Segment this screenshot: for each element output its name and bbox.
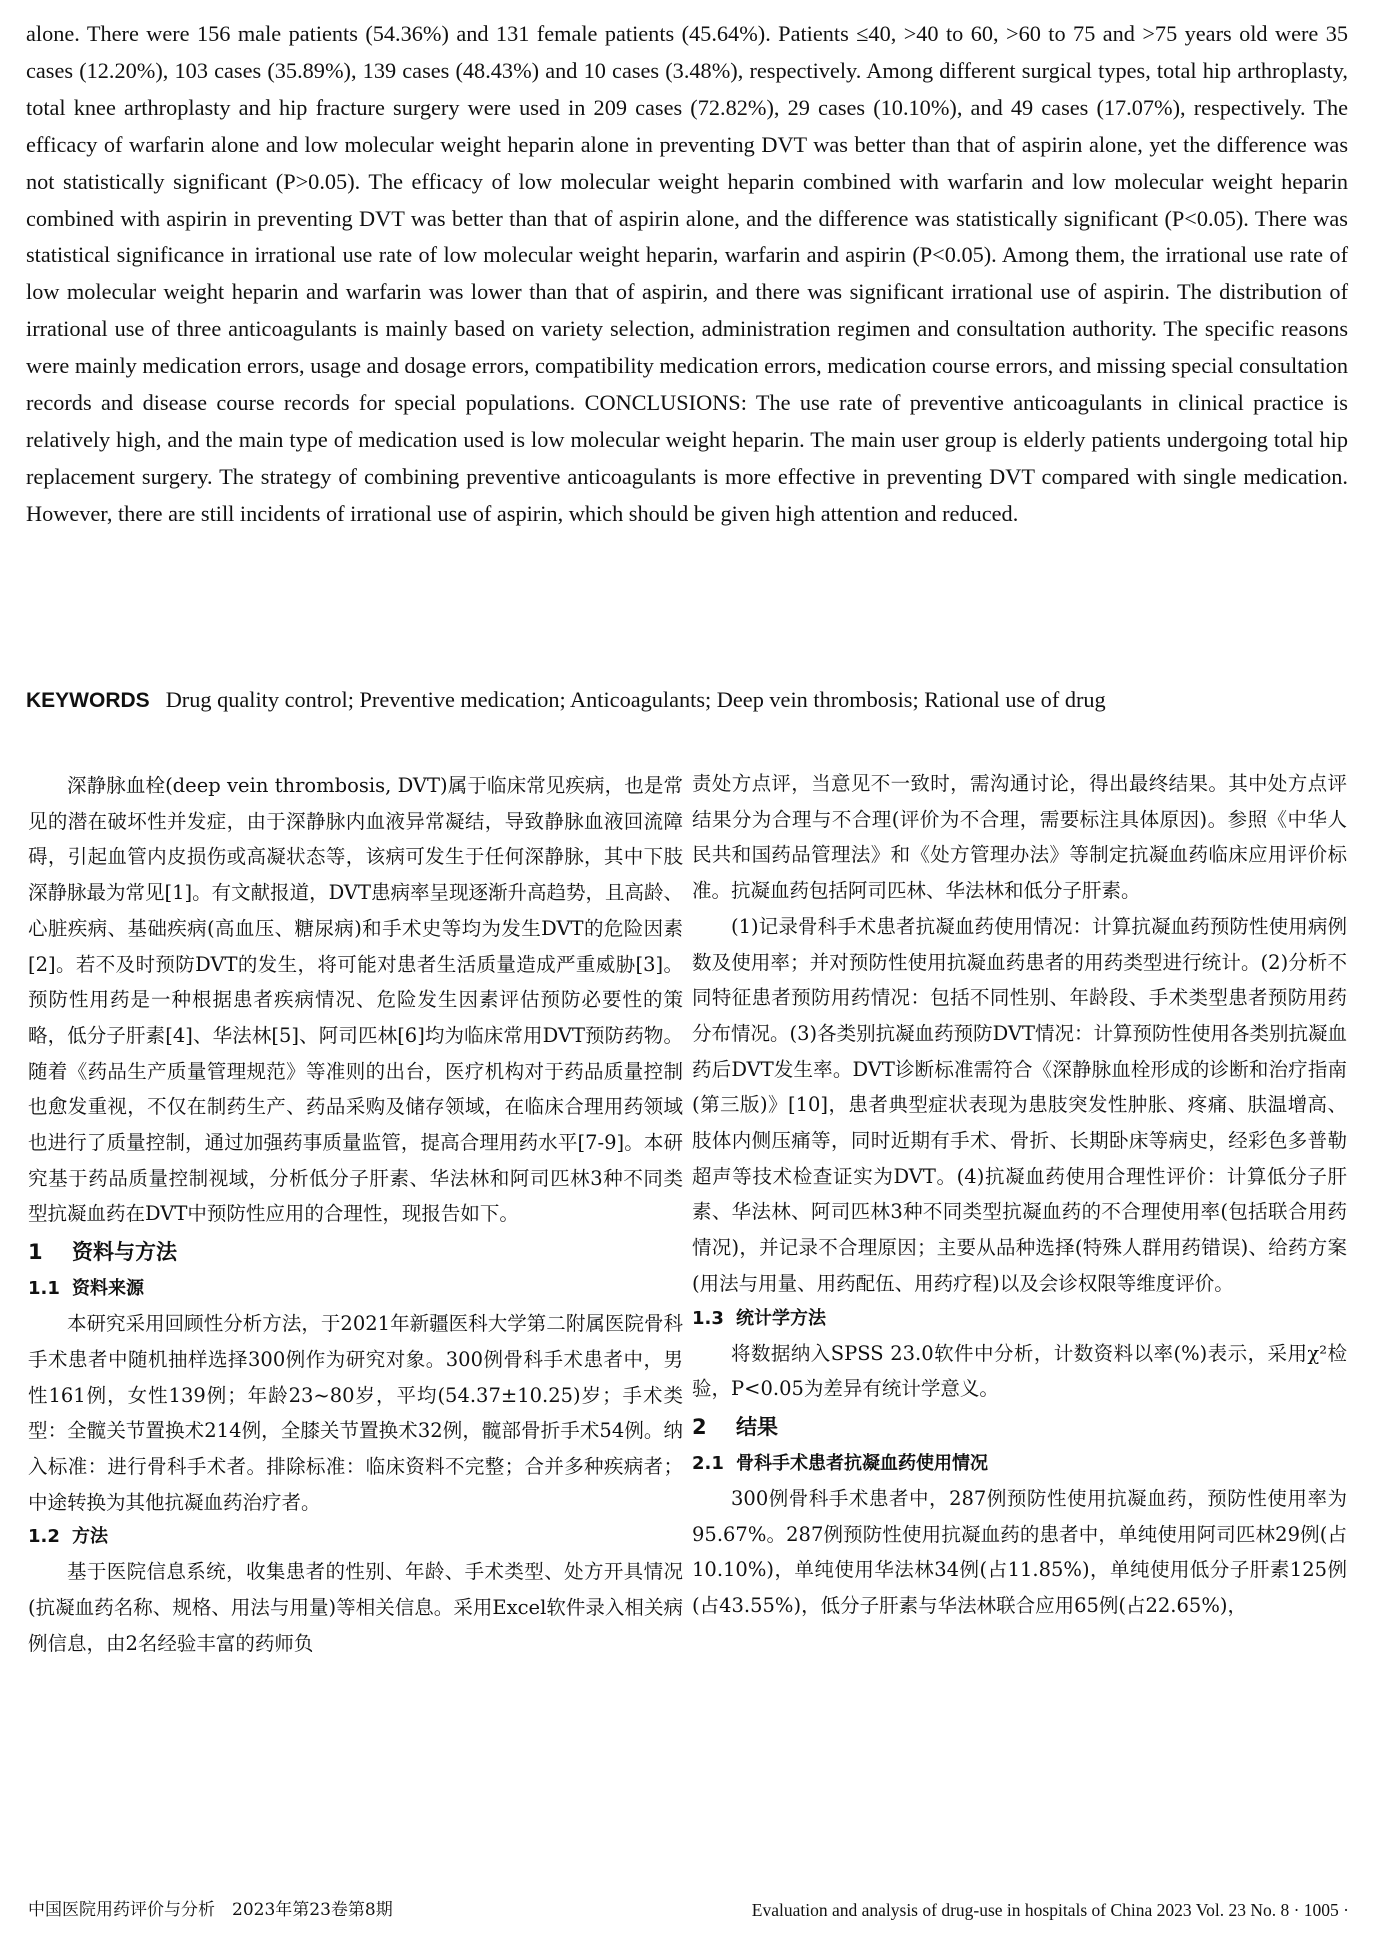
subsection-heading-method: 1.2 方法 xyxy=(28,1526,108,1548)
right-column xyxy=(692,766,1347,1624)
left-column xyxy=(28,768,683,1661)
subsection-heading-statistics: 1.3 统计学方法 xyxy=(692,1307,826,1329)
data-source-paragraph: 本研究采用回顾性分析方法，于2021年新疆医科大学第二附属医院骨科手术患者中随机抽样选择300例作为研究对象。300例骨科手术患者中，男性161例，女性139例；年龄23~80岁，平均(54.37±10.25)岁；手术类型：全髋关节置换术214例，全膝关节置换术32例，髋部骨折手术54例。纳入标准：进行骨科手术者。排除标准：临床资料不完整；合并多种疾病者；中途转换为其他抗凝血药治疗者。 xyxy=(28,1312,683,1514)
abstract-text: alone. There were 156 male patients (54.36%) and 131 female patients (45.64%). Patients ≤40, >40 to 60, >60 to 75 and >75 years old were 35 cases (12.20%), 103 cases (35.89%), 139 cases (48.43%) and 10 cases (3.48%), respectively. Among different surgical types, total hip arthroplasty, total knee arthroplasty and hip fracture surgery were used in 209 cases (72.82%), 29 cases (10.10%), and 49 cases (17.07%), respectively. The efficacy of warfarin alone and low molecular weight heparin alone in preventing DVT was better than that of aspirin alone, yet the difference was not statistically significant (P>0.05). The efficacy of low molecular weight heparin combined with warfarin and low molecular weight heparin combined with aspirin in preventing DVT was better than that of aspirin alone, and the difference was statistically significant (P<0.05). There was statistical significance in irrational use rate of low molecular weight heparin, warfarin and aspirin (P<0.05). Among them, the irrational use rate of low molecular weight heparin and warfarin was lower than that of aspirin, and there was significant irrational use of aspirin. The distribution of irrational use of three anticoagulants is mainly based on variety selection, administration regimen and consultation authority. The specific reasons were mainly medication errors, usage and dosage errors, compatibility medication errors, medication course errors, and missing special consultation records and disease course records for special populations. CONCLUSIONS: The use rate of preventive anticoagulants in clinical practice is relatively high, and the main type of medication used is low molecular weight heparin. The main user group is elderly patients undergoing total hip replacement surgery. The strategy of combining preventive anticoagulants is more effective in preventing DVT compared with single medication. However, there are still incidents of irrational use of aspirin, which should be given high attention and reduced. xyxy=(26,21,1348,526)
section-heading-results: 2 结果 xyxy=(692,1414,778,1439)
footer-journal-en: Evaluation and analysis of drug-use in hospitals of China 2023 Vol. 23 No. 8 · 1005 · xyxy=(751,1900,1349,1920)
footer-journal-cn: 中国医院用药评价与分析 2023年第23卷第8期 xyxy=(28,1900,393,1920)
subsection-heading-anticoagulant-use: 2.1 骨科手术患者抗凝血药使用情况 xyxy=(692,1452,988,1474)
results-paragraph: 300例骨科手术患者中，287例预防性使用抗凝血药，预防性使用率为95.67%。287例预防性使用抗凝血药的患者中，单纯使用阿司匹林29例(占10.10%)，单纯使用华法林34例(占11.85%)，单纯使用低分子肝素125例(占43.55%)，低分子肝素与华法林联合应用65例(占22.65%)， xyxy=(692,1486,1347,1618)
method-paragraph-continued: 责处方点评，当意见不一致时，需沟通讨论，得出最终结果。其中处方点评结果分为合理与不合理(评价为不合理，需要标注具体原因)。参照《中华人民共和国药品管理法》和《处方管理办法》等制定抗凝血药临床应用评价标准。抗凝血药包括阿司匹林、华法林和低分子肝素。 xyxy=(692,772,1347,903)
statistics-paragraph: 将数据纳入SPSS 23.0软件中分析，计数资料以率(%)表示，采用χ²检验，P<0.05为差异有统计学意义。 xyxy=(692,1341,1347,1401)
page-footer xyxy=(28,1898,1349,1922)
method-items-paragraph: (1)记录骨科手术患者抗凝血药使用情况：计算抗凝血药预防性使用病例数及使用率；并对预防性使用抗凝血药患者的用药类型进行统计。(2)分析不同特征患者预防用药情况：包括不同性别、年龄段、手术类型患者预防用药分布情况。(3)各类别抗凝血药预防DVT情况：计算预防性使用各类别抗凝血药后DVT发生率。DVT诊断标准需符合《深静脉血栓形成的诊断和治疗指南(第三版)》[10]，患者典型症状表现为患肢突发性肿胀、疼痛、肤温增高、肢体内侧压痛等，同时近期有手术、骨折、长期卧床等病史，经彩色多普勒超声等技术检查证实为DVT。(4)抗凝血药使用合理性评价：计算低分子肝素、华法林、阿司匹林3种不同类型抗凝血药的不合理使用率(包括联合用药情况)，并记录不合理原因；主要从品种选择(特殊人群用药错误)、给药方案(用法与用量、用药配伍、用药疗程)以及会诊权限等维度评价。 xyxy=(692,914,1348,1295)
keywords-label: KEYWORDS xyxy=(26,689,150,712)
section-heading-materials-methods: 1 资料与方法 xyxy=(28,1240,177,1265)
method-paragraph: 基于医院信息系统，收集患者的性别、年龄、手术类型、处方开具情况(抗凝血药名称、规格、用法与用量)等相关信息。采用Excel软件录入相关病例信息，由2名经验丰富的药师负 xyxy=(28,1560,683,1655)
keywords-text: Drug quality control; Preventive medication; Anticoagulants; Deep vein thrombosis; Rational use of drug xyxy=(165,687,1106,712)
subsection-heading-data-source: 1.1 资料来源 xyxy=(28,1278,144,1300)
keywords-line xyxy=(26,682,1348,719)
intro-paragraph: 深静脉血栓(deep vein thrombosis, DVT)属于临床常见疾病，也是常见的潜在破坏性并发症，由于深静脉内血液异常凝结，导致静脉血液回流障碍，引起血管内皮损伤或高凝状态等，该病可发生于任何深静脉，其中下肢深静脉最为常见[1]。有文献报道，DVT患病率呈现逐渐升高趋势，且高龄、心脏疾病、基础疾病(高血压、糖尿病)和手术史等均为发生DVT的危险因素[2]。若不及时预防DVT的发生，将可能对患者生活质量造成严重威胁[3]。预防性用药是一种根据患者疾病情况、危险发生因素评估预防必要性的策略，低分子肝素[4]、华法林[5]、阿司匹林[6]均为临床常用DVT预防药物。随着《药品生产质量管理规范》等准则的出台，医疗机构对于药品质量控制也愈发重视，不仅在制药生产、药品采购及储存领域，在临床合理用药领域也进行了质量控制，通过加强药事质量监管，提高合理用药水平[7-9]。本研究基于药品质量控制视域，分析低分子肝素、华法林和阿司匹林3种不同类型抗凝血药在DVT中预防性应用的合理性，现报告如下。 xyxy=(28,774,684,1226)
